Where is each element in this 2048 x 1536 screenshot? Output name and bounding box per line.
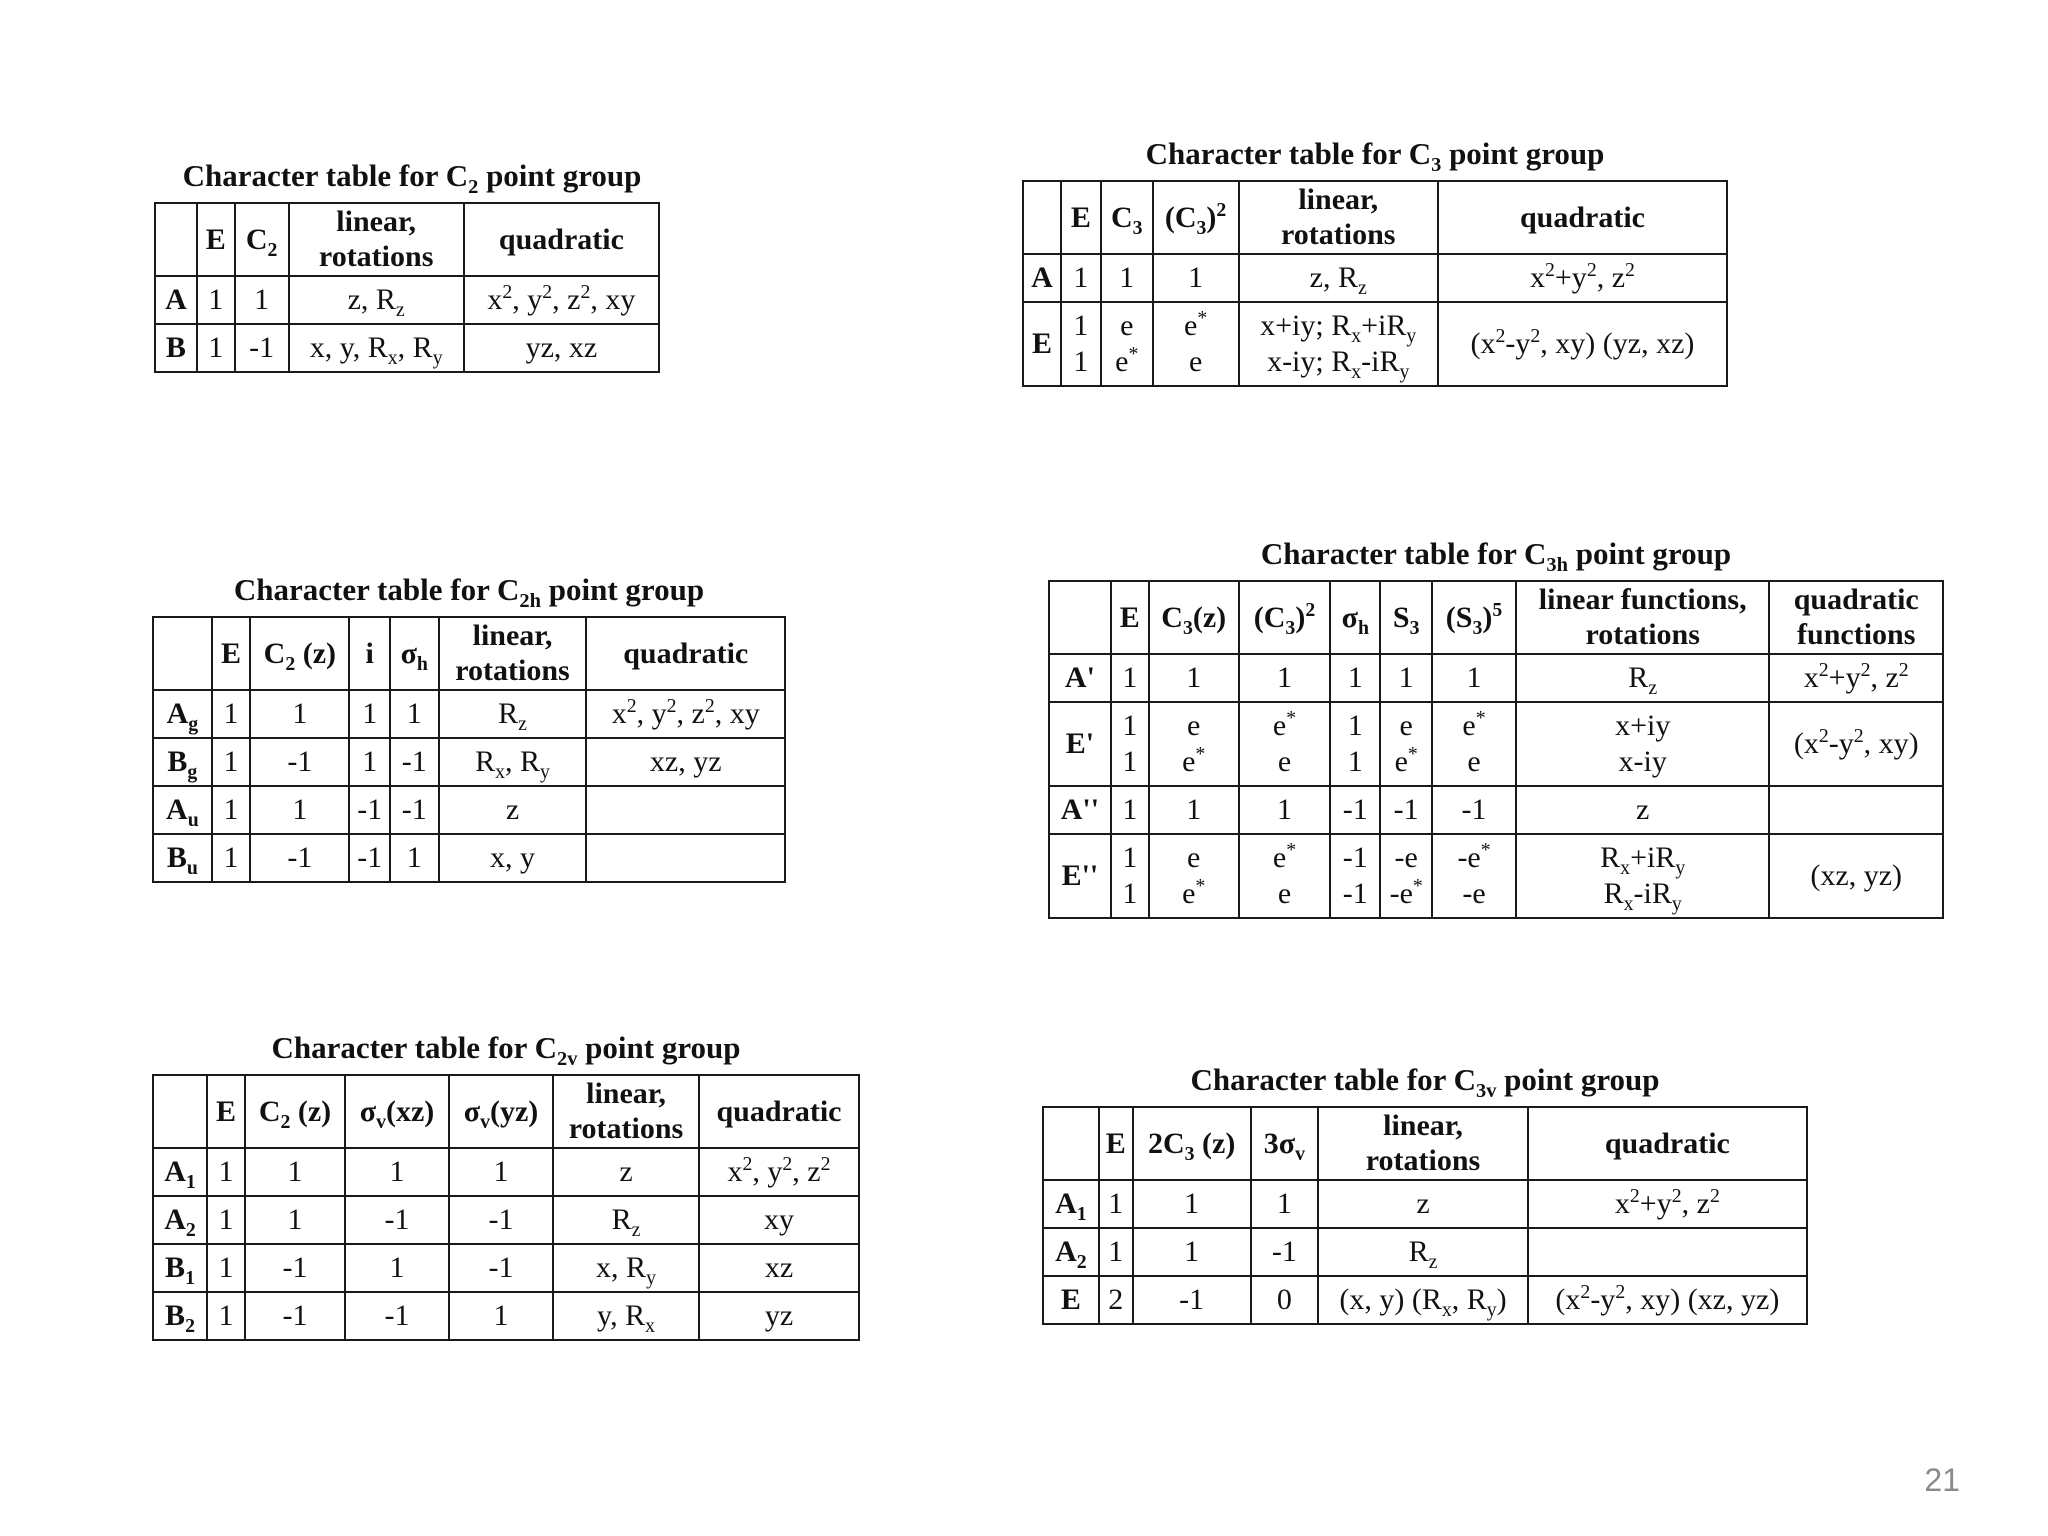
c2h-table-caption: Character table for $C_{2h}$ point group bbox=[233, 572, 705, 613]
table-cell: z, $R_z$ bbox=[1239, 254, 1438, 302]
table-cell: 1 bbox=[250, 786, 349, 834]
table-cell: 1 bbox=[1101, 254, 1153, 302]
header-cell: quadratic functions bbox=[1769, 581, 1943, 654]
table-cell: -1 bbox=[250, 834, 349, 882]
table-cell: -1 bbox=[1330, 786, 1380, 834]
header-cell: linear, rotations bbox=[1318, 1107, 1527, 1180]
irrep-label: $A_1$ bbox=[153, 1148, 207, 1196]
table-cell: 1 bbox=[349, 690, 390, 738]
table-cell: 1 bbox=[1153, 254, 1239, 302]
table-cell: z bbox=[1318, 1180, 1527, 1228]
table-row bbox=[1049, 834, 1943, 918]
table-cell: e* e bbox=[1432, 702, 1516, 786]
table-cell: $x^2$, $y^2$, $z^2$ bbox=[699, 1148, 859, 1196]
table-cell: 2 bbox=[1099, 1276, 1133, 1324]
c3-table-block bbox=[1022, 136, 1728, 387]
header-corner-cell bbox=[155, 203, 197, 276]
header-cell: quadratic bbox=[1528, 1107, 1807, 1180]
table-cell: $x^2$, $y^2$, $z^2$, xy bbox=[586, 690, 785, 738]
header-cell: $C_3(z)$ bbox=[1149, 581, 1239, 654]
c2v-table-caption: Character table for $C_{2v}$ point group bbox=[271, 1030, 741, 1071]
table-cell: xz, yz bbox=[586, 738, 785, 786]
table-cell: e* e bbox=[1239, 834, 1331, 918]
table-cell bbox=[586, 786, 785, 834]
table-cell: 1 bbox=[207, 1148, 245, 1196]
table-cell: 1 bbox=[1133, 1180, 1251, 1228]
irrep-label: B bbox=[155, 324, 197, 372]
header-cell: $\sigma_h$ bbox=[1330, 581, 1380, 654]
table-cell: 1 bbox=[1111, 786, 1149, 834]
table-row bbox=[1049, 654, 1943, 702]
table-cell: -1 bbox=[390, 786, 439, 834]
table-cell bbox=[586, 834, 785, 882]
irrep-label: $B_u$ bbox=[153, 834, 212, 882]
header-cell: $C_2$ (z) bbox=[245, 1075, 345, 1148]
header-cell: E bbox=[212, 617, 250, 690]
c2-table-caption: Character table for $C_2$ point group bbox=[182, 158, 642, 199]
irrep-label: $A_g$ bbox=[153, 690, 212, 738]
table-row bbox=[1049, 786, 1943, 834]
header-cell: linear, rotations bbox=[1239, 181, 1438, 254]
c2-table-block bbox=[154, 158, 670, 373]
irrep-label: E'' bbox=[1049, 834, 1111, 918]
table-cell: 1 bbox=[1149, 654, 1239, 702]
table-cell: -1 bbox=[1133, 1276, 1251, 1324]
table-row bbox=[153, 1292, 859, 1340]
c2v-character-table bbox=[152, 1074, 860, 1341]
table-cell: 1 bbox=[1432, 654, 1516, 702]
table-cell: 1 1 bbox=[1111, 702, 1149, 786]
table-cell: -1 bbox=[449, 1196, 553, 1244]
header-cell: i bbox=[349, 617, 390, 690]
table-cell: 1 bbox=[250, 690, 349, 738]
table-cell: -1 bbox=[250, 738, 349, 786]
c3h-character-table bbox=[1048, 580, 1944, 919]
header-cell: E bbox=[207, 1075, 245, 1148]
header-cell: linear, rotations bbox=[289, 203, 464, 276]
table-cell: 1 bbox=[1251, 1180, 1319, 1228]
table-cell: 1 bbox=[1239, 654, 1331, 702]
table-header-row bbox=[1023, 181, 1727, 254]
header-cell: E bbox=[197, 203, 235, 276]
table-cell: $R_z$ bbox=[1516, 654, 1770, 702]
table-cell: 1 bbox=[390, 690, 439, 738]
table-cell: -1 bbox=[345, 1292, 449, 1340]
table-cell: x, $R_y$ bbox=[553, 1244, 699, 1292]
header-cell: $\sigma_v(xz)$ bbox=[345, 1075, 449, 1148]
table-cell: 1 bbox=[449, 1148, 553, 1196]
table-cell: e* e bbox=[1239, 702, 1331, 786]
table-header-row bbox=[153, 617, 785, 690]
c3v-character-table bbox=[1042, 1106, 1808, 1325]
header-cell: $\sigma_v(yz)$ bbox=[449, 1075, 553, 1148]
table-cell: $R_x$, $R_y$ bbox=[439, 738, 587, 786]
header-cell: $C_2$ (z) bbox=[250, 617, 349, 690]
table-cell: -1 bbox=[390, 738, 439, 786]
irrep-label: A bbox=[155, 276, 197, 324]
header-corner-cell bbox=[153, 1075, 207, 1148]
table-cell: z bbox=[439, 786, 587, 834]
header-cell: $(C_3)^2$ bbox=[1239, 581, 1331, 654]
irrep-label: A'' bbox=[1049, 786, 1111, 834]
irrep-label: E' bbox=[1049, 702, 1111, 786]
c3-character-table bbox=[1022, 180, 1728, 387]
table-cell: e e* bbox=[1149, 834, 1239, 918]
header-corner-cell bbox=[1043, 1107, 1099, 1180]
irrep-label: $B_2$ bbox=[153, 1292, 207, 1340]
table-cell: $R_z$ bbox=[553, 1196, 699, 1244]
table-cell: $R_z$ bbox=[1318, 1228, 1527, 1276]
table-cell: $R_x+iR_y$ $R_x-iR_y$ bbox=[1516, 834, 1770, 918]
header-cell: linear, rotations bbox=[439, 617, 587, 690]
table-cell: 1 bbox=[207, 1244, 245, 1292]
table-cell: ($x^2-y^2$, xy) (xz, yz) bbox=[1528, 1276, 1807, 1324]
table-cell: x+iy; $R_x+iR_y$ x-iy; $R_x-iR_y$ bbox=[1239, 302, 1438, 386]
header-cell: $\sigma_h$ bbox=[390, 617, 439, 690]
c3-table-caption: Character table for $C_3$ point group bbox=[1145, 136, 1605, 177]
table-cell: e* e bbox=[1153, 302, 1239, 386]
table-cell: 1 bbox=[207, 1292, 245, 1340]
table-cell: 1 bbox=[212, 738, 250, 786]
header-cell: E bbox=[1099, 1107, 1133, 1180]
table-cell: yz, xz bbox=[464, 324, 659, 372]
table-cell: x, y bbox=[439, 834, 587, 882]
table-cell bbox=[1769, 786, 1943, 834]
table-cell: 1 bbox=[1111, 654, 1149, 702]
header-cell: quadratic bbox=[1438, 181, 1727, 254]
table-cell: $x^2$, $y^2$, $z^2$, xy bbox=[464, 276, 659, 324]
c3v-table-caption: Character table for $C_{3v}$ point group bbox=[1190, 1062, 1660, 1103]
table-cell: yz bbox=[699, 1292, 859, 1340]
irrep-label: A' bbox=[1049, 654, 1111, 702]
table-cell: z, $R_z$ bbox=[289, 276, 464, 324]
table-cell: 1 bbox=[1380, 654, 1432, 702]
table-row bbox=[1023, 302, 1727, 386]
table-row bbox=[153, 786, 785, 834]
table-cell: 1 bbox=[349, 738, 390, 786]
table-cell: 1 bbox=[197, 276, 235, 324]
table-cell: -1 bbox=[349, 786, 390, 834]
header-cell: linear, rotations bbox=[553, 1075, 699, 1148]
irrep-label: $A_2$ bbox=[153, 1196, 207, 1244]
table-row bbox=[153, 1196, 859, 1244]
table-cell: 1 1 bbox=[1111, 834, 1149, 918]
table-row bbox=[153, 834, 785, 882]
irrep-label: $B_g$ bbox=[153, 738, 212, 786]
table-cell: 1 bbox=[235, 276, 289, 324]
table-cell: -1 bbox=[1251, 1228, 1319, 1276]
table-row bbox=[155, 276, 659, 324]
irrep-label: A bbox=[1023, 254, 1061, 302]
table-row bbox=[1043, 1228, 1807, 1276]
header-cell: E bbox=[1111, 581, 1149, 654]
table-cell: 1 bbox=[1133, 1228, 1251, 1276]
table-cell: 1 bbox=[212, 834, 250, 882]
header-corner-cell bbox=[1023, 181, 1061, 254]
c2h-character-table bbox=[152, 616, 786, 883]
table-header-row bbox=[155, 203, 659, 276]
header-cell: quadratic bbox=[464, 203, 659, 276]
table-cell: -1 bbox=[235, 324, 289, 372]
table-header-row bbox=[1043, 1107, 1807, 1180]
table-cell: 1 bbox=[1061, 254, 1101, 302]
header-cell: linear functions, rotations bbox=[1516, 581, 1770, 654]
table-cell: -e* -e bbox=[1432, 834, 1516, 918]
table-cell: x, y, $R_x$, $R_y$ bbox=[289, 324, 464, 372]
header-cell: $2C_3$ (z) bbox=[1133, 1107, 1251, 1180]
table-header-row bbox=[1049, 581, 1943, 654]
table-cell: 1 1 bbox=[1061, 302, 1101, 386]
table-cell: (xz, yz) bbox=[1769, 834, 1943, 918]
header-cell: quadratic bbox=[586, 617, 785, 690]
table-row bbox=[1043, 1276, 1807, 1324]
table-cell: 1 bbox=[449, 1292, 553, 1340]
table-cell: -1 bbox=[1380, 786, 1432, 834]
table-cell: 1 bbox=[1149, 786, 1239, 834]
header-cell: quadratic bbox=[699, 1075, 859, 1148]
table-cell: -1 bbox=[449, 1244, 553, 1292]
c2v-table-block bbox=[152, 1030, 860, 1341]
table-row bbox=[153, 738, 785, 786]
table-row bbox=[153, 690, 785, 738]
table-cell: 1 bbox=[207, 1196, 245, 1244]
table-cell: 1 bbox=[212, 690, 250, 738]
table-cell: -1 bbox=[349, 834, 390, 882]
table-cell: 1 bbox=[197, 324, 235, 372]
table-cell: e e* bbox=[1101, 302, 1153, 386]
table-row bbox=[153, 1148, 859, 1196]
c2h-table-block bbox=[152, 572, 786, 883]
table-cell: 1 bbox=[1239, 786, 1331, 834]
table-cell: 1 bbox=[345, 1244, 449, 1292]
header-cell: $S_3$ bbox=[1380, 581, 1432, 654]
irrep-label: $B_1$ bbox=[153, 1244, 207, 1292]
table-cell: x+iy x-iy bbox=[1516, 702, 1770, 786]
table-cell: 1 bbox=[390, 834, 439, 882]
header-cell: E bbox=[1061, 181, 1101, 254]
table-header-row bbox=[153, 1075, 859, 1148]
table-cell: 1 bbox=[212, 786, 250, 834]
table-cell: 1 bbox=[245, 1148, 345, 1196]
header-cell: $(C_3)^2$ bbox=[1153, 181, 1239, 254]
c3h-table-caption: Character table for $C_{3h}$ point group bbox=[1260, 536, 1732, 577]
header-cell: $3\sigma_v$ bbox=[1251, 1107, 1319, 1180]
table-row bbox=[1049, 702, 1943, 786]
table-cell: -1 bbox=[1432, 786, 1516, 834]
table-cell: 1 bbox=[1099, 1180, 1133, 1228]
table-row bbox=[155, 324, 659, 372]
irrep-label: $A_u$ bbox=[153, 786, 212, 834]
table-cell: $R_z$ bbox=[439, 690, 587, 738]
table-cell: $x^2+y^2$, $z^2$ bbox=[1438, 254, 1727, 302]
table-cell: 0 bbox=[1251, 1276, 1319, 1324]
table-cell: xz bbox=[699, 1244, 859, 1292]
header-cell: $C_3$ bbox=[1101, 181, 1153, 254]
table-cell bbox=[1528, 1228, 1807, 1276]
table-cell: y, $R_x$ bbox=[553, 1292, 699, 1340]
table-cell: 1 bbox=[245, 1196, 345, 1244]
table-cell: -1 -1 bbox=[1330, 834, 1380, 918]
table-cell: e e* bbox=[1380, 702, 1432, 786]
header-corner-cell bbox=[1049, 581, 1111, 654]
table-cell: 1 bbox=[1330, 654, 1380, 702]
table-cell: xy bbox=[699, 1196, 859, 1244]
table-cell: z bbox=[1516, 786, 1770, 834]
c2-character-table bbox=[154, 202, 660, 373]
c3v-table-block bbox=[1042, 1062, 1808, 1325]
table-row bbox=[1043, 1180, 1807, 1228]
irrep-label: E bbox=[1023, 302, 1061, 386]
table-cell: -1 bbox=[245, 1292, 345, 1340]
table-cell: 1 bbox=[345, 1148, 449, 1196]
table-cell: 1 bbox=[1099, 1228, 1133, 1276]
header-cell: $(S_3)^5$ bbox=[1432, 581, 1516, 654]
page-number: 21 bbox=[1924, 1462, 1960, 1498]
irrep-label: $A_1$ bbox=[1043, 1180, 1099, 1228]
table-cell: -e -e* bbox=[1380, 834, 1432, 918]
table-cell: 1 1 bbox=[1330, 702, 1380, 786]
irrep-label: E bbox=[1043, 1276, 1099, 1324]
table-cell: ($x^2-y^2$, xy) bbox=[1769, 702, 1943, 786]
table-cell: $x^2+y^2$, $z^2$ bbox=[1769, 654, 1943, 702]
table-cell: ($x^2-y^2$, xy) (yz, xz) bbox=[1438, 302, 1727, 386]
header-cell: $C_2$ bbox=[235, 203, 289, 276]
table-cell: e e* bbox=[1149, 702, 1239, 786]
header-corner-cell bbox=[153, 617, 212, 690]
table-cell: -1 bbox=[245, 1244, 345, 1292]
table-cell: $x^2+y^2$, $z^2$ bbox=[1528, 1180, 1807, 1228]
table-cell: (x, y) ($R_x$, $R_y$) bbox=[1318, 1276, 1527, 1324]
irrep-label: $A_2$ bbox=[1043, 1228, 1099, 1276]
table-row bbox=[1023, 254, 1727, 302]
table-cell: -1 bbox=[345, 1196, 449, 1244]
table-cell: z bbox=[553, 1148, 699, 1196]
c3h-table-block bbox=[1048, 536, 1944, 919]
table-row bbox=[153, 1244, 859, 1292]
